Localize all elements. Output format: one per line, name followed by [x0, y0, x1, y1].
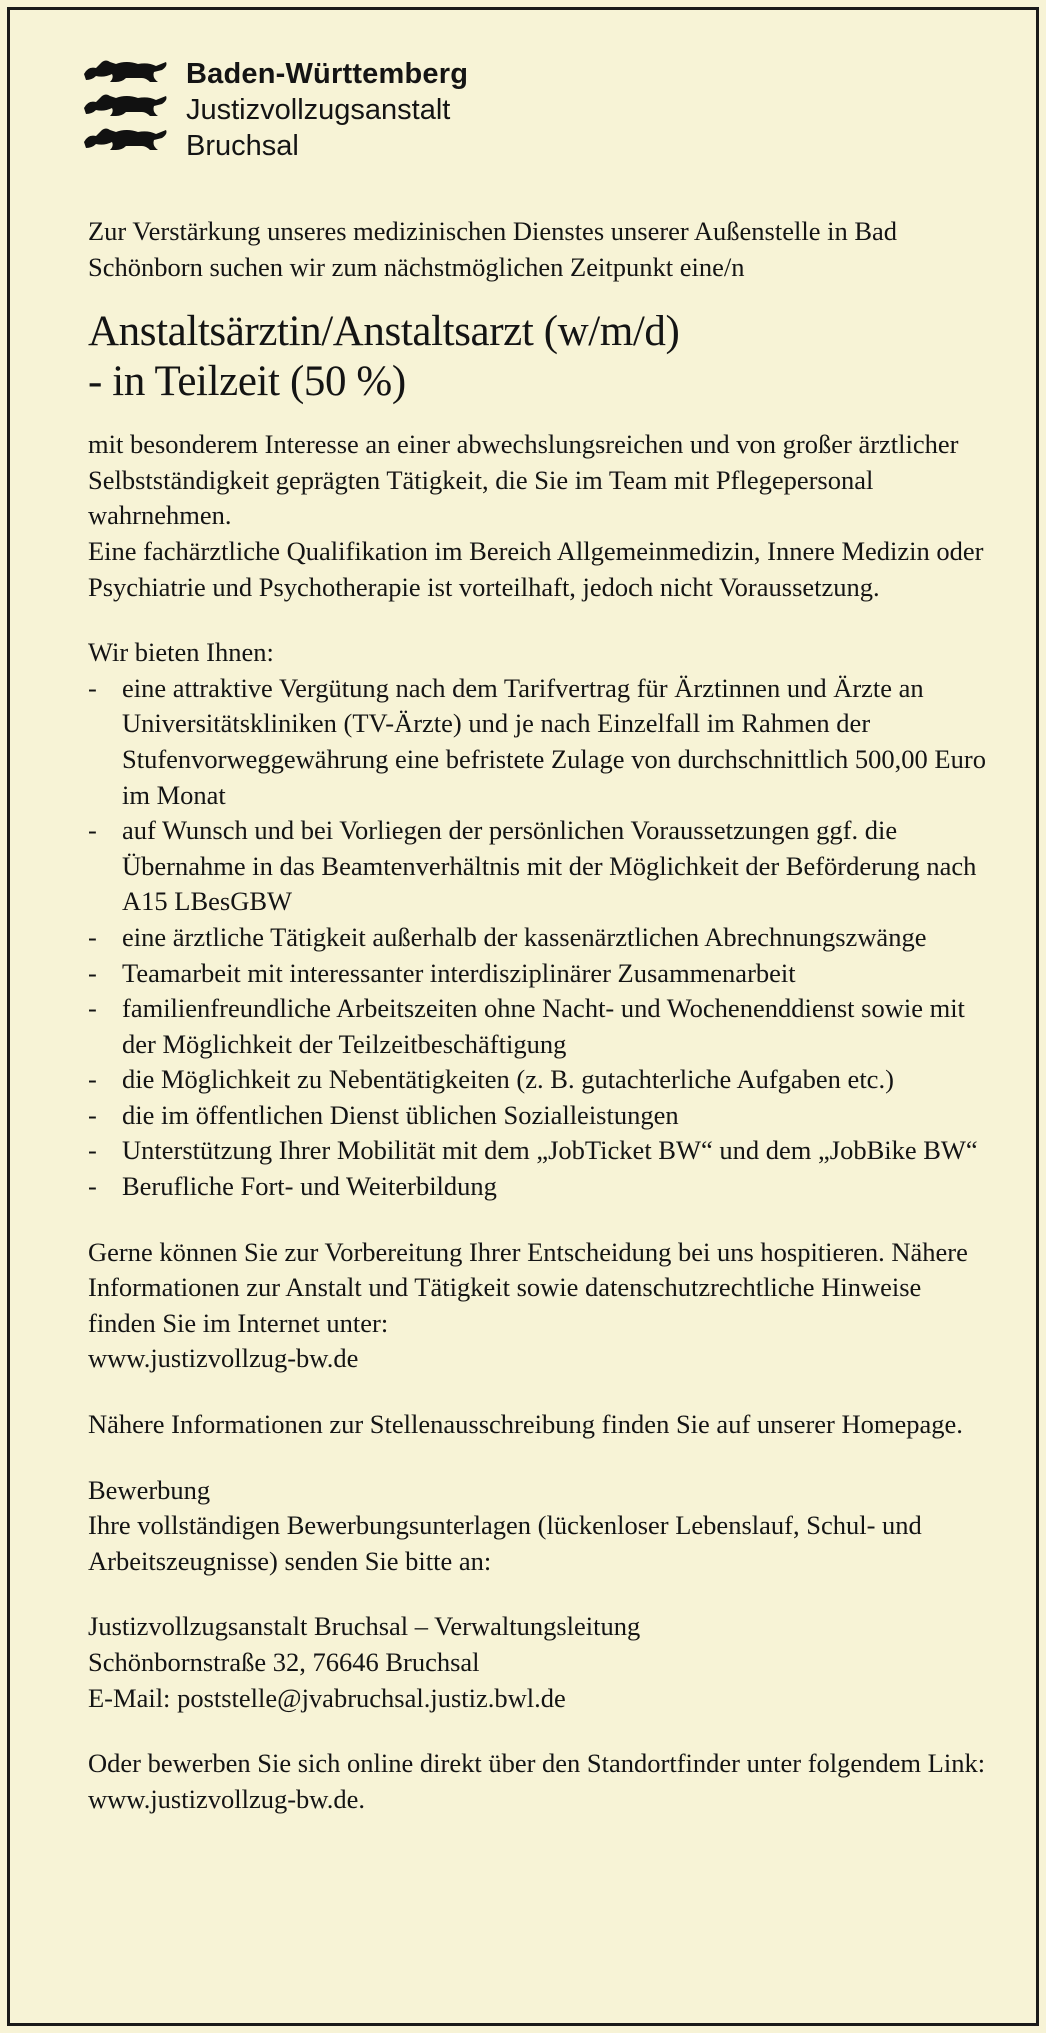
website-link[interactable]: www.justizvollzug-bw.de [88, 1343, 359, 1374]
qualification-paragraph: Eine fachärztliche Qualifikation im Bereich Allgemeinmedizin, Innere Medizin oder Psychiatrie und Psychotherapie ist vorteilhaft, jedoch nicht Voraussetzung. [88, 535, 984, 602]
email-link[interactable]: poststelle@jvabruchsal.justiz.bwl.de [177, 1682, 566, 1713]
logo-state-name: Baden-Württemberg [186, 58, 469, 90]
offers-list [88, 671, 988, 1205]
online-text: Oder bewerben Sie sich online direkt über den Standortfinder unter folgendem Link: [88, 1748, 986, 1779]
homepage-note: Nähere Informationen zur Stellenausschreibung finden Sie auf unserer Homepage. [88, 1409, 963, 1440]
list-item: - eine ärztliche Tätigkeit außerhalb der kassenärztlichen Abrechnungszwänge [88, 920, 988, 956]
address-line1: Justizvollzugsanstalt Bruchsal – Verwaltungsleitung [88, 1611, 641, 1642]
job-ad-body [88, 214, 988, 1817]
hospitation-paragraph [88, 1235, 988, 1377]
page-frame [7, 7, 1039, 2026]
online-application-paragraph [88, 1746, 988, 1817]
logo-city: Bruchsal [186, 130, 299, 162]
online-end: . [358, 1783, 365, 1814]
list-item: - familienfreundliche Arbeitszeiten ohne Nacht- und Wochenenddienst sowie mit der Möglichkeit der Teilzeitbeschäftigung [88, 991, 988, 1062]
list-item: - eine attraktive Vergütung nach dem Tarifvertrag für Ärztinnen und Ärzte an Universitätskliniken (TV-Ärzte) und je nach Einzelfall im Rahmen der Stufenvorweggewährung eine befristete Zulage von durchschnittlich 500,00 Euro im Monat [88, 671, 988, 813]
intro-text: Zur Verstärkung unseres medizinischen Dienstes unserer Außenstelle in Bad Schönborn suchen wir zum nächstmöglichen Zeitpunkt eine/n [88, 216, 898, 282]
three-lions-icon [82, 56, 170, 158]
online-link[interactable]: www.justizvollzug-bw.de [88, 1783, 359, 1814]
description-paragraph: mit besonderem Interesse an einer abwechslungsreichen und von großer ärztlicher Selbstständigkeit geprägten Tätigkeit, die Sie im Team mit Pflegepersonal wahrnehmen. [88, 429, 959, 531]
list-item: - Teamarbeit mit interessanter interdisziplinärer Zusammenarbeit [88, 956, 988, 992]
address-block [88, 1609, 988, 1716]
hospitation-text: Gerne können Sie zur Vorbereitung Ihrer Entscheidung bei uns hospitieren. Nähere Informationen zur Anstalt und Tätigkeit sowie datenschutzrechtliche Hinweise finden Sie im Internet unter: [88, 1236, 968, 1338]
logo [82, 56, 468, 164]
list-item: - die im öffentlichen Dienst üblichen Sozialleistungen [88, 1098, 988, 1134]
application-text: Ihre vollständigen Bewerbungsunterlagen (lückenloser Lebenslauf, Schul- und Arbeitszeugnisse) senden Sie bitte an: [88, 1510, 922, 1576]
list-item: - Unterstützung Ihrer Mobilität mit dem „JobTicket BW“ und dem „JobBike BW“ [88, 1133, 988, 1169]
email-label: E-Mail: [88, 1682, 178, 1713]
job-title [88, 307, 988, 407]
list-item: - Berufliche Fort- und Weiterbildung [88, 1169, 988, 1205]
list-item: - die Möglichkeit zu Nebentätigkeiten (z. B. gutachterliche Aufgaben etc.) [88, 1062, 988, 1098]
list-item: - auf Wunsch und bei Vorliegen der persönlichen Voraussetzungen ggf. die Übernahme in das Beamtenverhältnis mit der Möglichkeit der Beförderung nach A15 LBesGBW [88, 813, 988, 920]
logo-institution: Justizvollzugsanstalt [186, 94, 451, 126]
job-title-line1: Anstaltsärztin/Anstaltsarzt (w/m/d) [88, 308, 680, 356]
application-heading: Bewerbung [88, 1474, 211, 1505]
job-title-line2: - in Teilzeit (50 %) [88, 358, 406, 406]
address-line2: Schönbornstraße 32, 76646 Bruchsal [88, 1647, 480, 1677]
offers-heading: Wir bieten Ihnen: [88, 637, 274, 668]
